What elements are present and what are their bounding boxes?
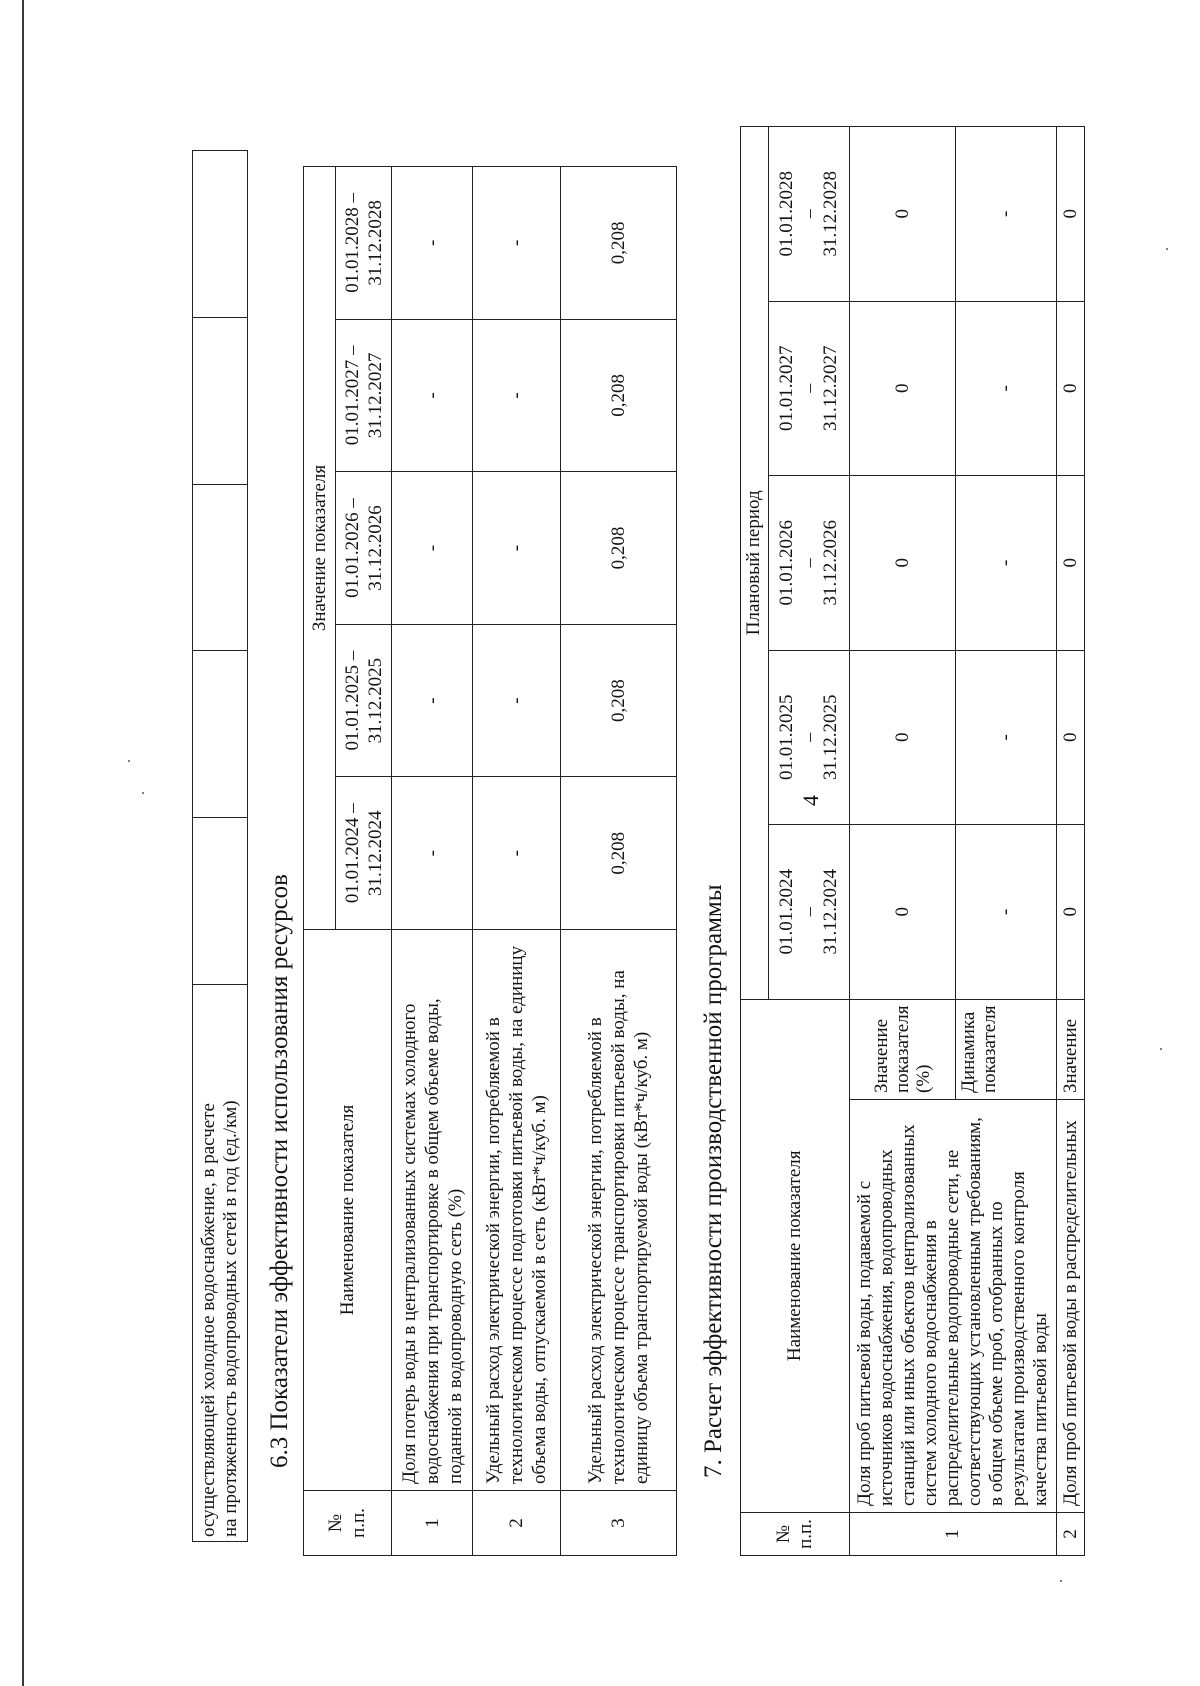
production-program-table xyxy=(740,126,1085,1556)
empty-cell xyxy=(193,151,248,318)
row-kind: Динамика показателя xyxy=(956,999,1057,1099)
section-heading: 7. Расчет эффективности производственной программы xyxy=(700,884,727,1478)
table-row xyxy=(473,167,561,1556)
row-num: 2 xyxy=(473,1491,561,1556)
header-period xyxy=(768,650,850,825)
row-value: - xyxy=(956,476,1057,651)
row-value: - xyxy=(391,624,472,777)
period-start: 01.01.2028 xyxy=(775,171,797,257)
header-period xyxy=(768,825,850,1000)
row-value: - xyxy=(473,472,561,625)
row-kind: Значение xyxy=(1057,999,1085,1099)
row-value: 0 xyxy=(1057,301,1085,476)
row-value: - xyxy=(391,777,472,930)
row-value: - xyxy=(956,650,1057,825)
row-name: Удельный расход электрической энергии, потребляемой в технологическом процессе подготовки питьевой воды, на единицу объема воды, отпускаемой в сеть (кВт*ч/куб. м) xyxy=(473,930,561,1491)
row-value: 0 xyxy=(1057,476,1085,651)
row-value: - xyxy=(956,301,1057,476)
page-number: 4 xyxy=(798,795,823,806)
header-num: № п.п. xyxy=(741,1513,850,1556)
row-value: 0 xyxy=(1057,127,1085,302)
row-name: Доля потерь воды в централизованных системах холодного водоснабжения при транспортировке в общем объеме воды, поданной в водопроводную сеть (%) xyxy=(391,930,472,1491)
header-name: Наименование показателя xyxy=(304,930,392,1491)
period-end: 31.12.2025 xyxy=(819,694,841,781)
row-value: - xyxy=(391,167,472,320)
period-dash: – xyxy=(798,732,819,742)
row-num: 1 xyxy=(391,1491,472,1556)
header-planned-period: Плановый период xyxy=(741,127,769,1000)
period-start: 01.01.2024 xyxy=(775,869,797,955)
row-value: 0 xyxy=(850,301,956,476)
row-value: 0,208 xyxy=(561,624,677,777)
row-value: - xyxy=(956,127,1057,302)
row-value: - xyxy=(473,777,561,930)
period-start: 01.01.2027 xyxy=(775,345,797,432)
period-end: 31.12.2027 xyxy=(819,345,841,432)
period-dash: – xyxy=(798,209,819,219)
row-value: - xyxy=(473,319,561,472)
row-value: - xyxy=(391,319,472,472)
row-name: Доля проб питьевой воды в распределительных xyxy=(1057,1100,1085,1513)
table-row xyxy=(561,167,677,1556)
period-end: 31.12.2028 xyxy=(819,171,841,257)
header-period: 01.01.2028 – 31.12.2028 xyxy=(336,167,392,320)
header-value-group: Значение показателя xyxy=(304,167,336,930)
row-value: 0,208 xyxy=(561,777,677,930)
header-period: 01.01.2025 – 31.12.2025 xyxy=(336,624,392,777)
period-dash: – xyxy=(798,907,819,917)
continuation-text-line: осуществляющей холодное водоснабжение, в расчете xyxy=(198,1103,219,1537)
section-heading: 6.3 Показатели эффективности использования ресурсов xyxy=(266,874,293,1468)
period-start: 01.01.2025 xyxy=(775,694,797,781)
continuation-text-line: на протяженность водопроводных сетей в год (ед./км) xyxy=(220,1100,241,1537)
continuation-table xyxy=(192,150,248,1542)
continuation-text-cell xyxy=(193,985,248,1542)
empty-cell xyxy=(193,484,248,651)
row-value: 0 xyxy=(850,127,956,302)
row-value: - xyxy=(391,472,472,625)
row-value: 0,208 xyxy=(561,167,677,320)
row-value: 0 xyxy=(850,825,956,1000)
header-period xyxy=(768,301,850,476)
empty-cell xyxy=(193,317,248,484)
table-row xyxy=(850,127,956,1556)
row-name: Доля проб питьевой воды, подаваемой с источников водоснабжения, водопроводных станций или иных объектов централизованных систем холодного водоснабжения в распределительные водопроводные сети, не соответствующих установленным требованиям, в общем объеме проб, отобранных по результатам производственного контроля качества питьевой воды xyxy=(850,1100,1057,1513)
header-name: Наименование показателя xyxy=(741,999,850,1512)
header-period: 01.01.2026 – 31.12.2026 xyxy=(336,472,392,625)
row-value: - xyxy=(956,825,1057,1000)
table-row xyxy=(1057,127,1085,1556)
row-name: Удельный расход электрической энергии, потребляемой в технологическом процессе транспортировки питьевой воды, на единицу объема транспортируемой воды (кВт*ч/куб. м) xyxy=(561,930,677,1491)
row-kind: Значение показателя (%) xyxy=(850,999,956,1099)
header-period xyxy=(768,476,850,651)
row-value: - xyxy=(473,624,561,777)
header-num: № п.п. xyxy=(304,1491,392,1556)
period-end: 31.12.2026 xyxy=(819,520,841,606)
empty-cell xyxy=(193,818,248,985)
row-num: 3 xyxy=(561,1491,677,1556)
row-value: - xyxy=(473,167,561,320)
row-value: 0 xyxy=(1057,650,1085,825)
row-value: 0 xyxy=(850,476,956,651)
row-num: 2 xyxy=(1057,1513,1085,1556)
header-period: 01.01.2027 – 31.12.2027 xyxy=(336,319,392,472)
row-value: 0 xyxy=(1057,825,1085,1000)
table-row xyxy=(391,167,472,1556)
row-value: 0,208 xyxy=(561,319,677,472)
period-dash: – xyxy=(798,558,819,568)
row-value: 0,208 xyxy=(561,472,677,625)
empty-cell xyxy=(193,651,248,818)
period-dash: – xyxy=(798,383,819,393)
period-end: 31.12.2024 xyxy=(819,869,841,955)
row-num: 1 xyxy=(850,1513,1057,1556)
row-value: 0 xyxy=(850,650,956,825)
header-period xyxy=(768,127,850,302)
period-start: 01.01.2026 xyxy=(775,520,797,606)
resource-efficiency-table xyxy=(303,166,677,1556)
header-period: 01.01.2024 – 31.12.2024 xyxy=(336,777,392,930)
